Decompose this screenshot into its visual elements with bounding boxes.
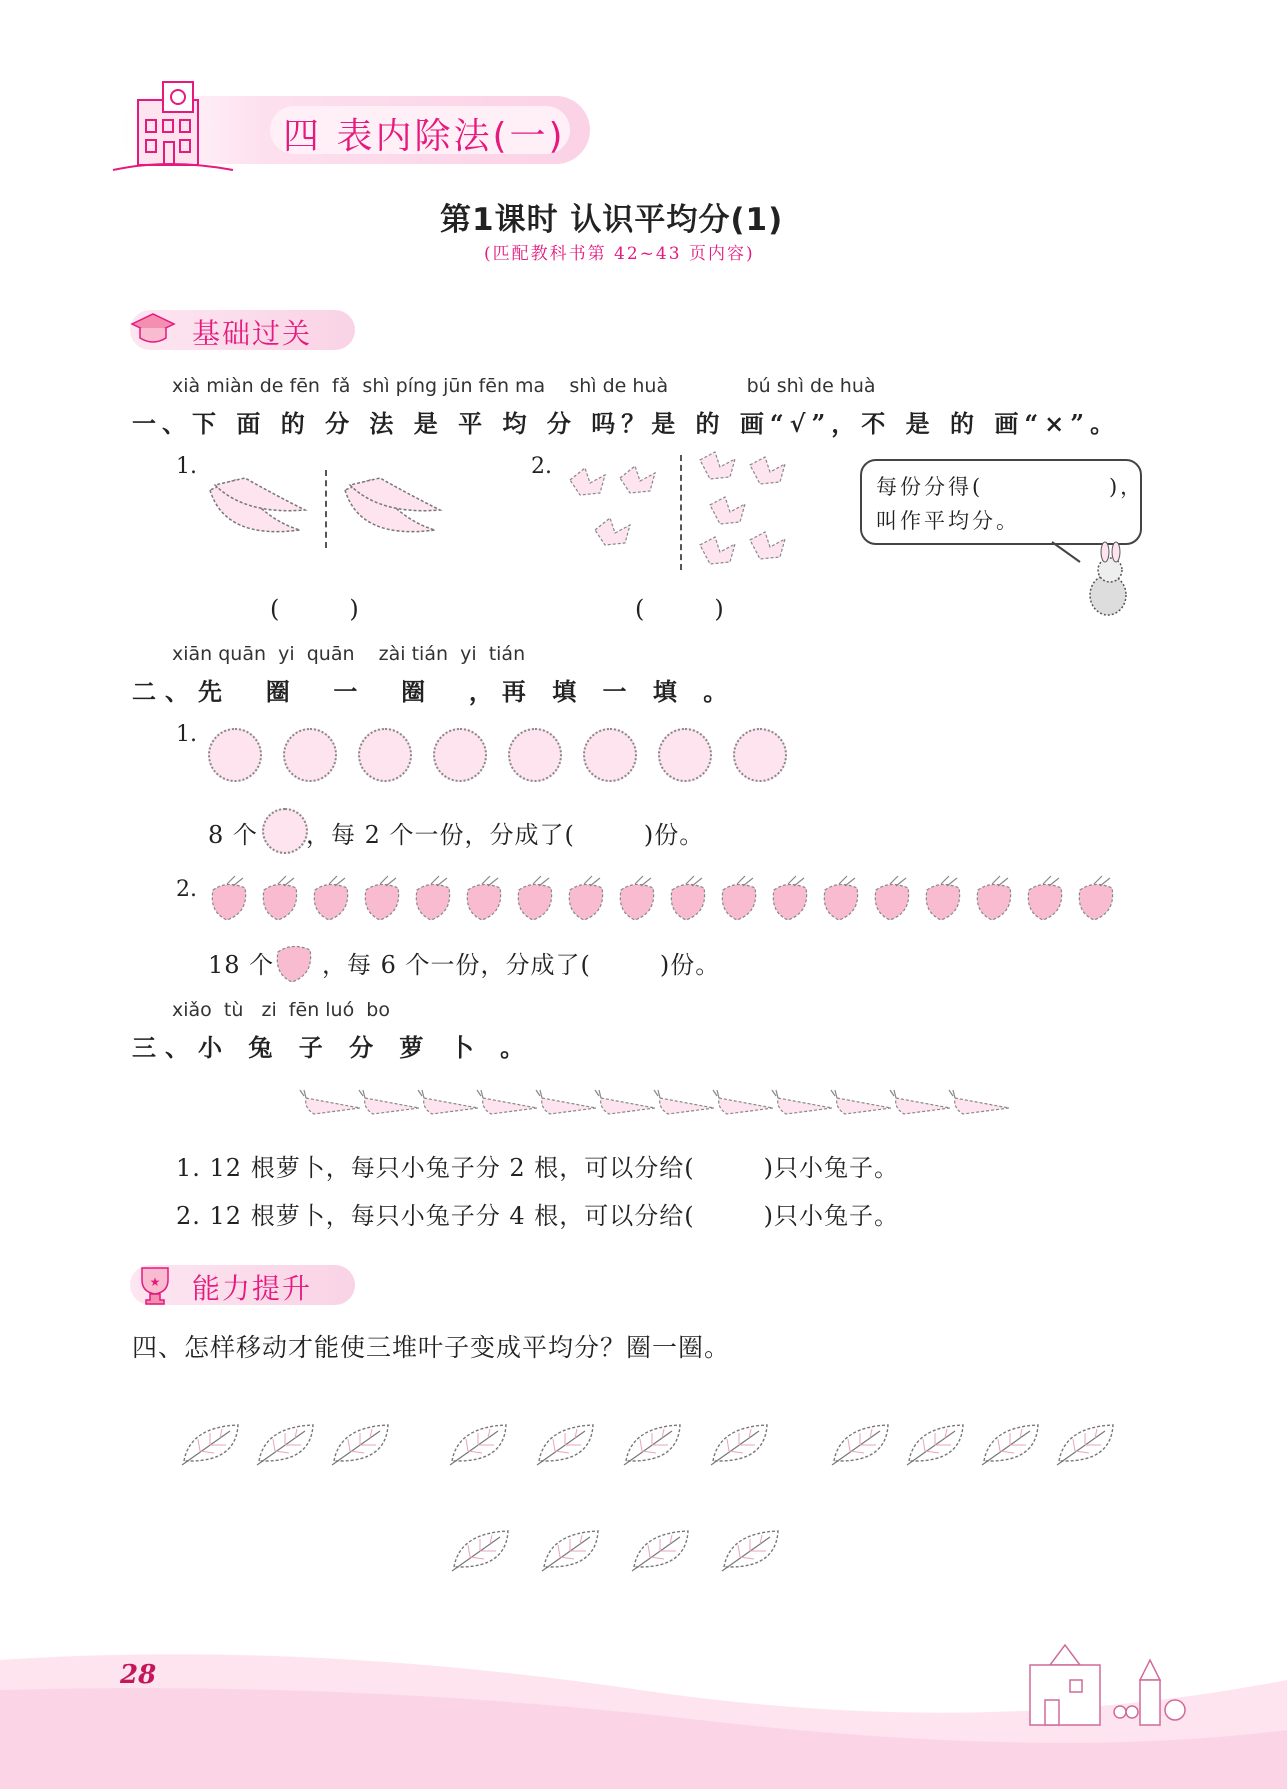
q2-item1-text-b: ，每 2 个一份，分成了( )份。 [306,821,705,849]
q3-line1: 1. 12 根萝卜，每只小兔子分 2 根，可以分给( )只小兔子。 [176,1154,899,1182]
strawberry-icon [272,936,316,984]
carrot-row [298,1088,1023,1124]
leaf-pile-2 [450,1425,767,1465]
q1-item1-label: 1. [176,454,197,479]
unit-title: 四 表内除法(一) [283,116,566,157]
q1-item2-label: 2. [531,454,552,479]
peach-icon [262,808,308,854]
peach-icon [283,728,337,782]
q2-item1-label: 1. [176,722,197,747]
school-building-icon [108,70,238,180]
q1-answer2[interactable]: ( ) [635,595,725,623]
peach-icon [508,728,562,782]
lesson-title: 第1课时 认识平均分(1) [440,202,784,238]
leaf-pile-3 [832,1425,1113,1465]
q1-item1-divider [325,470,327,548]
q1-item2-divider [680,455,682,570]
q1-answer1[interactable]: ( ) [270,595,360,623]
textbook-match-note: (匹配教科书第 42~43 页内容) [484,244,755,264]
svg-text:★: ★ [149,1275,161,1289]
q2-item1-text-a: 8 个 [208,821,258,849]
q2-item2-text-b: ，每 6 个一份，分成了( )份。 [322,951,721,979]
section-basic-title: 基础过关 [192,317,313,350]
peach-icon [733,728,787,782]
q2-text: 二、先 圈 一 圈 ，再 填 一 填 。 [132,677,737,706]
speech-line2: 叫作平均分。 [876,509,1020,533]
castle-decoration-icon [1000,1640,1190,1740]
page-number: 28 [120,1660,157,1690]
section-advanced-title: 能力提升 [192,1272,313,1305]
peach-icon [583,728,637,782]
q4-text: 四、怎样移动才能使三堆叶子变成平均分？圈一圈。 [132,1333,731,1362]
q1-pinyin: xià miàn de fēn fǎ shì píng jūn fēn ma shì de huà bú shì de huà [172,375,876,397]
speech-bubble [860,459,1145,545]
banana-bunches-icon [205,470,455,550]
leaf-piles [180,1415,1120,1585]
leaf-pile-extra [452,1531,778,1571]
speech-line1: 每份分得( )， [876,475,1145,499]
peach-row [208,728,808,788]
q2-item2-text-a: 18 个 [208,951,275,979]
q2-pinyin: xiān quān yi quān zài tián yi tián [172,643,526,665]
q3-text: 三、小 兔 子 分 萝 卜 。 [132,1033,534,1062]
peach-icon [208,728,262,782]
peach-icon [358,728,412,782]
graduation-cap-icon [128,306,178,352]
peach-icon [658,728,712,782]
leaf-pile-1 [182,1425,388,1465]
q3-pinyin: xiǎo tù zi fēn luó bo [172,999,390,1021]
q1-text: 一、下 面 的 分 法 是 平 均 分 吗？是 的 画“√”，不 是 的 画“×”。 [132,409,1121,438]
trophy-icon [132,1262,178,1308]
strawberry-row [205,872,1125,924]
rabbit-icon [1050,540,1140,620]
q2-item2-label: 2. [176,877,197,902]
q3-line2: 2. 12 根萝卜，每只小兔子分 4 根，可以分给( )只小兔子。 [176,1202,899,1230]
peach-icon [433,728,487,782]
